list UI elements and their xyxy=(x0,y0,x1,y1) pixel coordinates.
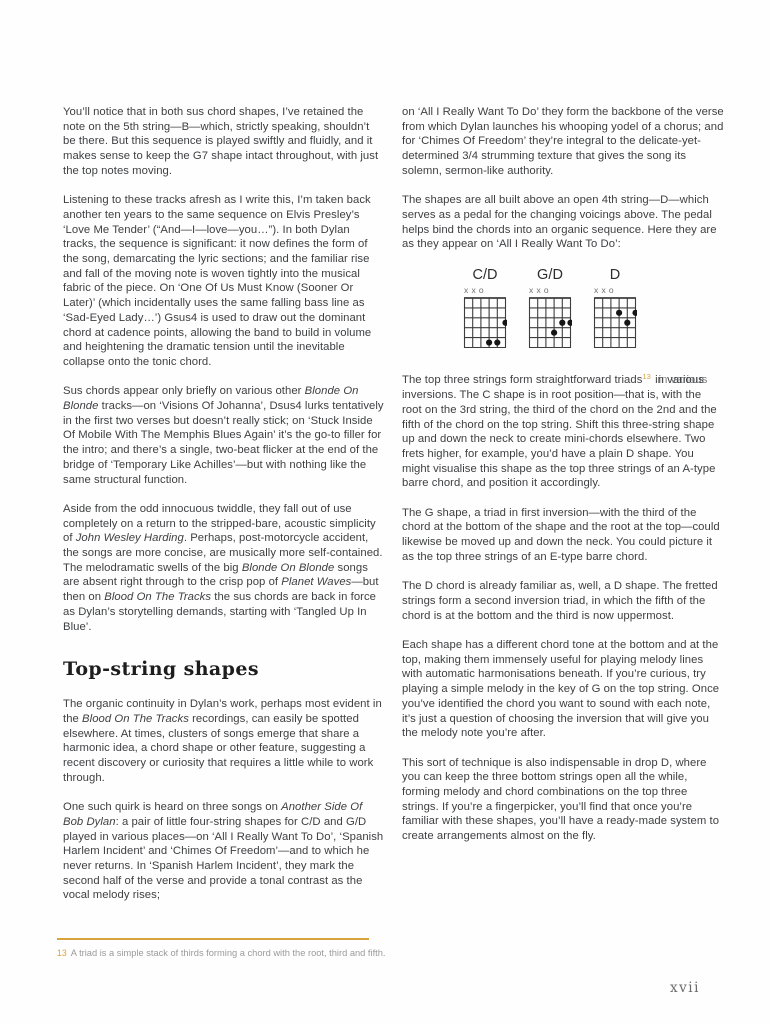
text-run: : a pair of little four-string shapes for C/D and G/D played in various places—on ‘All I Really Want To Do’, ‘Spanish Harlem Incident’ and ‘Chimes Of Freedom’—and to which he never returns. In ‘Spanish Harlem Incident’, they mark the second half of the verse and provide a tonal contrast as the vocal melody rises; xyxy=(63,815,384,902)
chord-diagram-c-d xyxy=(463,267,507,355)
chord-diagram-d xyxy=(593,267,637,355)
fretboard-grid xyxy=(463,296,507,350)
finger-dot xyxy=(616,309,622,315)
finger-dot xyxy=(632,309,637,315)
text-run: The top three strings form straightforward triads xyxy=(402,374,643,387)
footnote-marker: 13 xyxy=(57,948,67,958)
paragraph xyxy=(402,193,724,252)
finger-dot xyxy=(502,319,507,325)
open-muted-string-markers: xxo xyxy=(529,284,552,295)
paragraph xyxy=(402,105,724,179)
italic-title: John Wesley Harding xyxy=(75,532,184,545)
open-muted-string-markers: xxo xyxy=(464,284,487,295)
paragraph xyxy=(402,756,724,844)
text-run: . Perhaps, post-motorcycle accident, the songs are more concise, are musically more self-contained. The melodramatic swells of the big xyxy=(63,532,383,574)
chord-label: G/D xyxy=(537,266,563,283)
finger-dot xyxy=(624,319,630,325)
paragraph xyxy=(402,506,724,565)
chord-label: D xyxy=(609,266,621,283)
footnote-ref: 13 xyxy=(642,371,651,381)
text-run: in various xyxy=(651,374,704,387)
paragraph xyxy=(63,193,385,369)
italic-title: Blonde On Blonde xyxy=(241,561,335,574)
text-run: This sort of technique is also indispensable in drop D, where you can keep the three bottom strings open all the while, forming melody and chord combinations on the top three strings. If you’re a fingerpicker, you’ll find that once you’re familiar with these shapes, you’ll have a ready-made system to create arrangements almost on the fly. xyxy=(402,756,720,843)
text-run: You’ll notice that in both sus chord shapes, I’ve retained the note on the 5th string—B—which, strictly speaking, shouldn’t be there. But this sequence is played swiftly and fluidly, and it makes sense to keep the G7 shape intact throughout, with just the top notes moving. xyxy=(63,106,379,177)
paragraph xyxy=(402,579,724,623)
text-run: the sus chords are back in force as Dylan’s storytelling demands, starting with ‘Tangled Up In Blue’. xyxy=(63,591,377,633)
text-run: The G shape, a triad in first inversion—with the third of the chord at the bottom of the shape and the root at the top—could likewise be moved up and down the neck. You could picture it as the top three strings of an E-type barre chord. xyxy=(402,506,720,563)
finger-dot xyxy=(567,319,572,325)
chord-label: C/D xyxy=(472,266,498,283)
left-column xyxy=(63,105,385,918)
text-run: Each shape has a different chord tone at the bottom and at the top, making them immensely useful for playing melody lines with automatic harmonisations beneath. If you’re curious, try playing a simple melody in the key of G on the top string. Once you’ve identified the chord you want to sound with each note, it’s just a question of choosing the inversion that will give you the melody note you’re after. xyxy=(402,639,720,740)
paragraph xyxy=(63,384,385,487)
text-run: Aside from the odd innocuous twiddle, they fall out of use completely on a return to the stripped-bare, acoustic simplicity of xyxy=(63,502,376,545)
text-run: tracks—on ‘Visions Of Johanna’, Dsus4 lurks tentatively in the first two verses but doesn’t really stick; on ‘Stuck Inside Of Mobile With The Memphis Blues Again’ it’s the go-to filler for the intro; and there’s a single, two-beat flicker at the end of the bridge of ‘Temporary Like Achilles’—but with nothing like the same structural function. xyxy=(63,400,384,486)
chord-diagram-g-d xyxy=(528,267,572,355)
right-column xyxy=(402,105,724,859)
page-number: xvii xyxy=(670,980,700,996)
italic-title: Planet Waves xyxy=(281,576,352,589)
paragraph xyxy=(402,373,724,491)
text-run: recordings, can easily be spotted elsewhere. At times, clusters of songs emerge that share a harmonic idea, a chord shape or other feature, suggesting a recent discovery or curiosity that requires a little while to work through. xyxy=(63,712,374,784)
finger-dot xyxy=(551,329,557,335)
paragraph xyxy=(402,638,724,741)
italic-title: Blood On The Tracks xyxy=(82,712,189,725)
italic-title: Blood On The Tracks xyxy=(104,591,212,604)
footnote xyxy=(57,947,387,959)
footnote-divider xyxy=(57,938,369,940)
italic-title: Another Side Of Bob Dylan xyxy=(63,801,363,828)
open-muted-string-markers: xxo xyxy=(594,284,617,295)
text-run: on ‘All I Really Want To Do’ they form the backbone of the verse from which Dylan launches his whooping yodel of a chorus; and for ‘Chimes Of Freedom’ they’re integral to the delicate-yet-determined 3/4 strumming texture that gives the song its solemn, sermon-like authority. xyxy=(402,106,724,177)
text-run: One such quirk is heard on three songs on xyxy=(63,801,282,814)
paragraph xyxy=(63,697,385,785)
text-run: Sus chords appear only briefly on various other xyxy=(63,385,305,398)
footnote-text: A triad is a simple stack of thirds forming a chord with the root, third and fifth. xyxy=(70,948,386,958)
text-run: The organic continuity in Dylan’s work, perhaps most evident in the xyxy=(63,698,382,725)
paragraph xyxy=(63,105,385,179)
finger-dot xyxy=(486,339,492,345)
finger-dot xyxy=(559,319,565,325)
chord-diagram-row xyxy=(463,267,724,355)
finger-dot xyxy=(494,339,500,345)
text-run: The shapes are all built above an open 4th string—D—which serves as a pedal for the changing voicings above. The pedal helps bind the chords into an organic sequence. Here they are as they appear on ‘All I Really Want To Do’: xyxy=(402,194,717,251)
paragraph xyxy=(63,502,385,634)
text-run: Listening to these tracks afresh as I write this, I’m taken back another ten years to the same sequence on Elvis Presley’s ‘Love Me Tender’ (“And—I—love—you…”). In both Dylan tracks, the sequence is significant: it now defines the form of the song, demarcating the lyric sections; and the familiar rise and fall of the moving note is woven tightly into the musical fabric of the piece. On ‘One Of Us Must Know (Sooner Or Later)’ (which incidentally uses the same falling bass line as ‘Sad-Eyed Lady…’) Gsus4 is used to draw out the dominant chord at cadence points, allowing the band to build in volume and heightening the dramatic tension until the inevitable collapse onto the tonic chord. xyxy=(63,194,372,368)
fretboard-grid xyxy=(528,296,572,350)
section-heading: Top-string shapes xyxy=(63,658,259,681)
text-run: —but then on xyxy=(63,576,379,604)
paragraph xyxy=(63,800,385,903)
text-run: inversions. The C shape is in root position—that is, with the root on the 3rd string, the third of the chord on the 2nd and the fifth of the chord on the top string. Shift this three-string shape up and down the neck to create mini-chords elsewhere. Two frets higher, for example, you’d have a plain D shape. You might visualise this shape as the top three strings of an A-type barre chord, and position it accordingly. xyxy=(402,389,717,490)
text-run: The D chord is already familiar as, well, a D shape. The fretted strings form a second inversion triad, in which the fifth of the chord is at the bottom and the third is now uppermost. xyxy=(402,580,718,622)
fretboard-grid xyxy=(593,296,637,350)
text-run: songs are absent right through to the crisp pop of xyxy=(63,561,368,589)
italic-title: Blonde On Blonde xyxy=(63,385,359,413)
